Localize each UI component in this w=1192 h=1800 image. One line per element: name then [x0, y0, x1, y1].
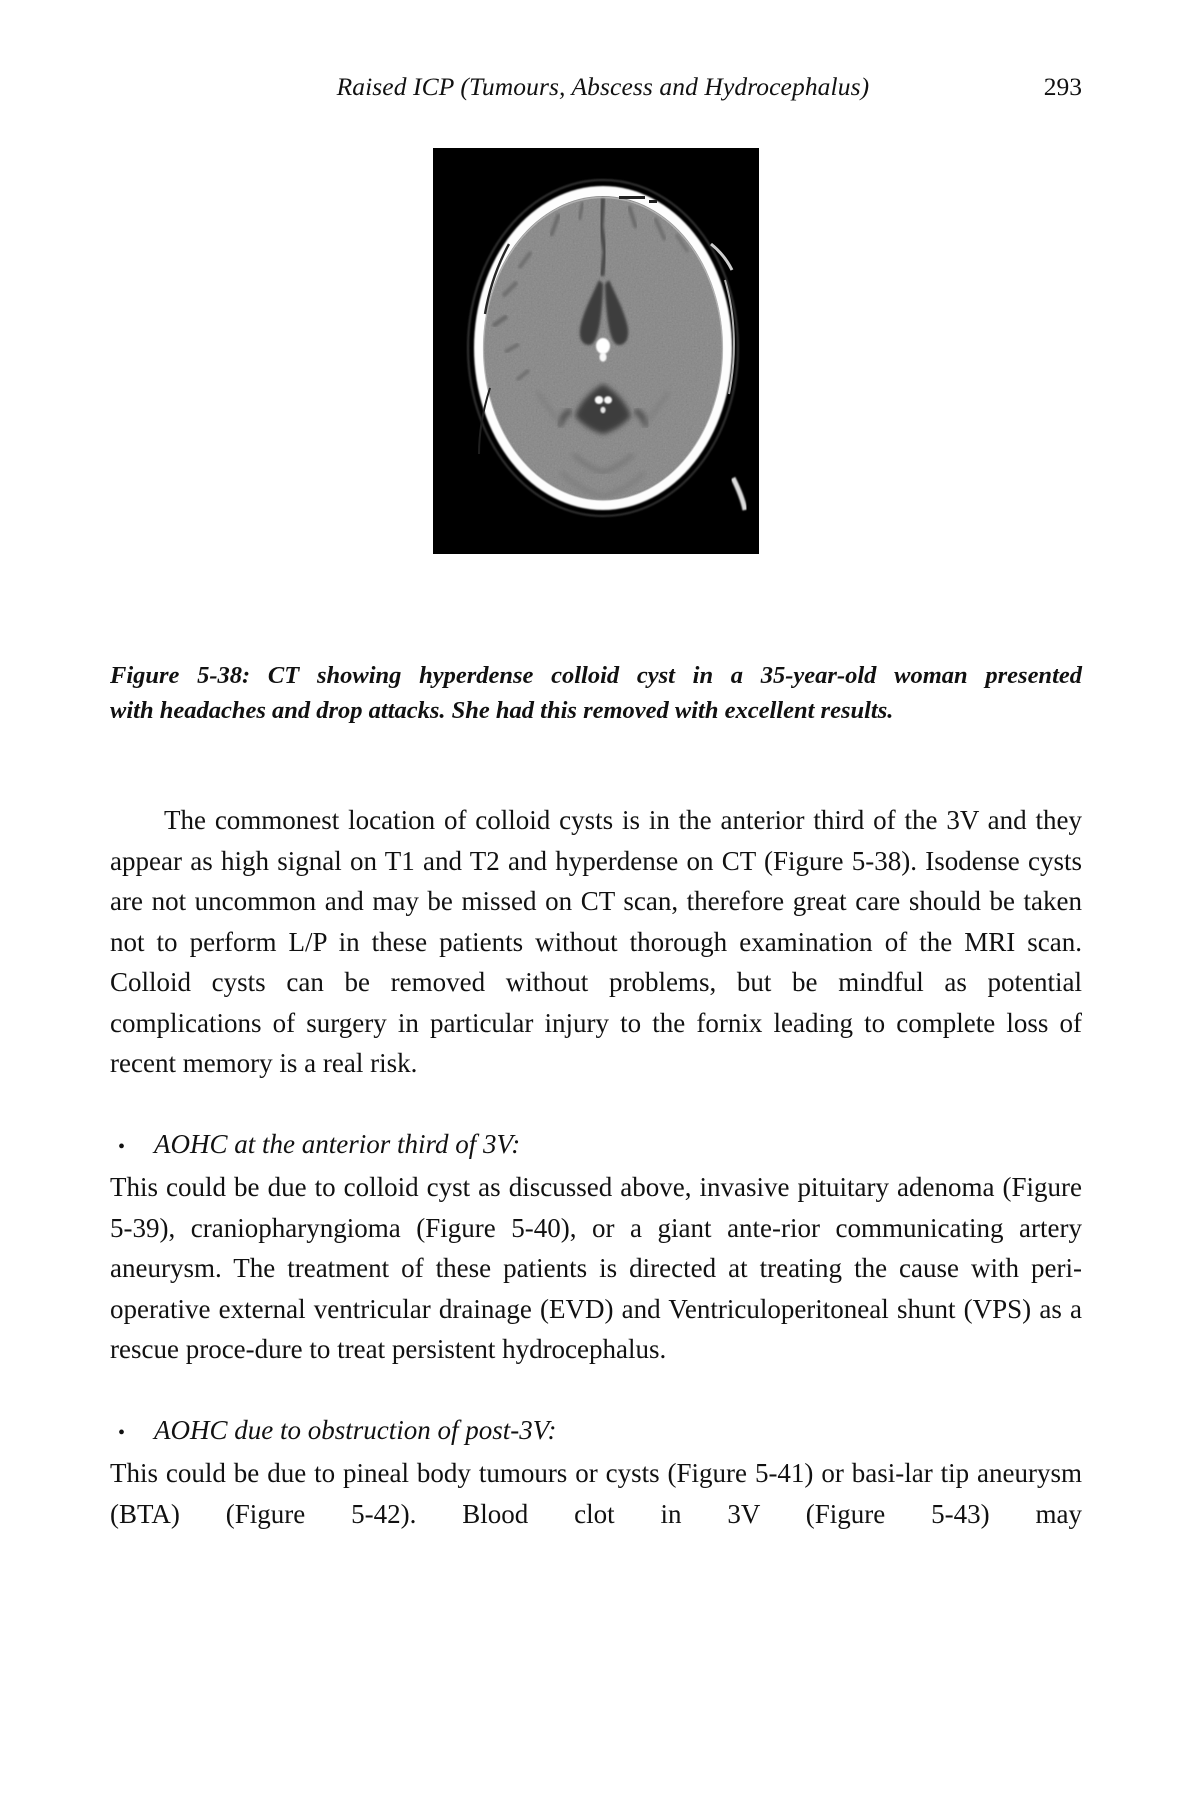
bullet-marker-icon: •	[118, 1421, 126, 1444]
figure-block	[0, 148, 1192, 559]
figure-caption	[110, 658, 1082, 728]
body-column	[110, 800, 1082, 1534]
ct-scan-graphic	[433, 148, 759, 554]
figure-caption-line-2: with headaches and drop attacks. She had this removed with excellent results.	[110, 697, 894, 724]
body-paragraph-3: This could be due to pineal body tumours or cysts (Figure 5-41) or basi-lar tip aneurysm (BTA) (Figure 5-42). Blood clot in 3V (Figure 5-43) may	[110, 1458, 1082, 1529]
page-number: 293	[1043, 72, 1082, 101]
paragraph-gap-1	[110, 1084, 1082, 1124]
ct-scan-image	[433, 148, 759, 554]
paragraph-gap-2	[110, 1370, 1082, 1410]
bullet-marker-icon: •	[118, 1135, 126, 1158]
figure-caption-line-1: Figure 5-38: CT showing hyperdense colloid cyst in a 35-year-old woman presented	[110, 662, 1082, 689]
bullet-item-2	[110, 1410, 1082, 1454]
bullet-heading-2: AOHC due to obstruction of post-3V:	[154, 1414, 557, 1445]
body-paragraph-2: This could be due to colloid cyst as discussed above, invasive pituitary adenoma (Figure 5-39), craniopharyngioma (Figure 5-40), or a giant ante-rior communicating artery aneurysm. The treatment of these patients is directed at treating the cause with peri-operative external ventricular drainage (EVD) and Ventriculoperitoneal shunt (VPS) as a rescue proce-dure to treat persistent hydrocephalus.	[110, 1172, 1082, 1364]
running-head-title: Raised ICP (Tumours, Abscess and Hydrocephalus)	[336, 72, 870, 101]
bullet-heading-1: AOHC at the anterior third of 3V:	[154, 1128, 521, 1159]
body-paragraph-1: The commonest location of colloid cysts is in the anterior third of the 3V and they appear as high signal on T1 and T2 and hyperdense on CT (Figure 5-38). Isodense cysts are not uncommon and may be missed on CT scan, therefore great care should be taken not to perform L/P in these patients without thorough examination of the MRI scan. Colloid cysts can be removed without problems, but be mindful as potential complications of surgery in particular injury to the fornix leading to complete loss of recent memory is a real risk.	[110, 805, 1082, 1078]
colloid-cyst-marker	[596, 338, 610, 354]
running-head	[110, 72, 1082, 102]
bullet-item-1	[110, 1124, 1082, 1168]
